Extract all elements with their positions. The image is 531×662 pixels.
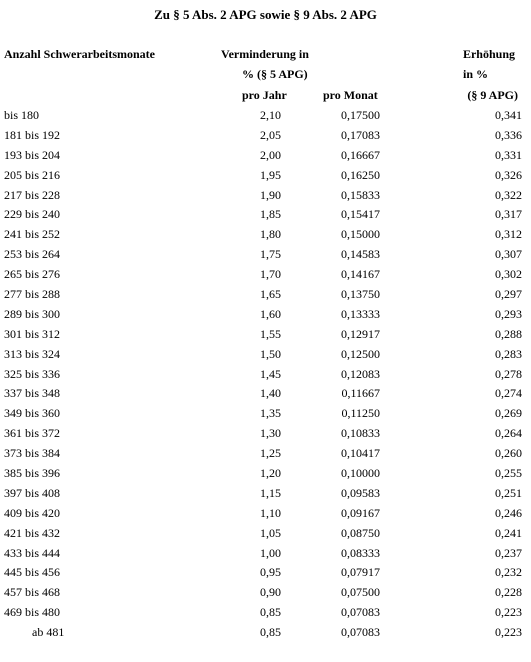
cell-pro-monat: 0,08750 <box>341 525 380 540</box>
table-row <box>0 605 531 625</box>
cell-erhoehung: 0,269 <box>495 406 522 421</box>
cell-pro-jahr: 1,40 <box>260 386 281 401</box>
cell-erhoehung: 0,241 <box>495 525 522 540</box>
cell-pro-monat: 0,12500 <box>341 346 380 361</box>
cell-pro-jahr: 1,90 <box>260 187 281 202</box>
cell-range: 205 bis 216 <box>4 167 61 182</box>
cell-range: 241 bis 252 <box>4 227 61 242</box>
cell-range: 325 bis 336 <box>4 366 61 381</box>
cell-erhoehung: 0,341 <box>495 108 522 122</box>
cell-pro-monat: 0,15417 <box>341 207 380 222</box>
cell-erhoehung: 0,302 <box>495 267 522 282</box>
cell-pro-monat: 0,16667 <box>341 147 380 162</box>
cell-erhoehung: 0,278 <box>495 366 522 381</box>
cell-pro-jahr: 1,10 <box>260 505 281 520</box>
table-row <box>0 526 531 546</box>
cell-erhoehung: 0,336 <box>495 127 522 142</box>
cell-range: 301 bis 312 <box>4 326 61 341</box>
header-verminderung-paragraph: % (§ 5 APG) <box>242 67 308 81</box>
cell-pro-jahr: 0,95 <box>260 565 281 580</box>
cell-range: 385 bis 396 <box>4 466 61 481</box>
cell-pro-jahr: 1,05 <box>260 525 281 540</box>
cell-pro-monat: 0,14583 <box>341 247 380 262</box>
cell-range: 253 bis 264 <box>4 247 61 262</box>
cell-pro-jahr: 2,00 <box>260 147 281 162</box>
cell-pro-monat: 0,12917 <box>341 326 380 341</box>
cell-range: 469 bis 480 <box>4 605 61 620</box>
table-row <box>0 168 531 188</box>
cell-pro-monat: 0,07500 <box>341 585 380 600</box>
cell-pro-jahr: 0,85 <box>260 605 281 620</box>
cell-range: 433 bis 444 <box>4 545 61 560</box>
table-row <box>0 207 531 227</box>
cell-range: 277 bis 288 <box>4 287 61 302</box>
cell-range: 193 bis 204 <box>4 147 61 162</box>
cell-erhoehung: 0,264 <box>495 426 522 441</box>
cell-pro-monat: 0,08333 <box>341 545 380 560</box>
header-pro-monat: pro Monat <box>323 88 378 102</box>
table-row <box>0 227 531 247</box>
cell-range: 217 bis 228 <box>4 187 61 202</box>
cell-pro-jahr: 1,75 <box>260 247 281 262</box>
table-row <box>0 466 531 486</box>
cell-range: 289 bis 300 <box>4 306 61 321</box>
cell-pro-monat: 0,07917 <box>341 565 380 580</box>
cell-erhoehung: 0,331 <box>495 147 522 162</box>
cell-pro-monat: 0,17083 <box>341 127 380 142</box>
header-schwerarbeitsmonate: Anzahl Schwerarbeitsmonate <box>4 47 155 61</box>
cell-erhoehung: 0,255 <box>495 466 522 481</box>
cell-pro-jahr: 2,05 <box>260 127 281 142</box>
table-row <box>0 128 531 148</box>
cell-pro-monat: 0,12083 <box>341 366 380 381</box>
cell-range: 373 bis 384 <box>4 446 61 461</box>
cell-pro-monat: 0,10000 <box>341 466 380 481</box>
cell-pro-jahr: 1,55 <box>260 326 281 341</box>
cell-erhoehung: 0,246 <box>495 505 522 520</box>
cell-erhoehung: 0,223 <box>495 605 522 620</box>
table-row <box>0 188 531 208</box>
table-row <box>0 327 531 347</box>
table-row <box>0 247 531 267</box>
cell-erhoehung: 0,283 <box>495 346 522 361</box>
cell-erhoehung: 0,326 <box>495 167 522 182</box>
cell-erhoehung: 0,288 <box>495 326 522 341</box>
cell-pro-monat: 0,17500 <box>341 108 380 122</box>
cell-pro-jahr: 1,60 <box>260 306 281 321</box>
cell-erhoehung: 0,307 <box>495 247 522 262</box>
table-row <box>0 426 531 446</box>
cell-pro-jahr: 1,95 <box>260 167 281 182</box>
table-row <box>0 546 531 566</box>
header-erhoehung: Erhöhung <box>462 47 515 61</box>
cell-erhoehung: 0,232 <box>495 565 522 580</box>
header-verminderung: Verminderung in <box>221 47 309 61</box>
cell-range: 445 bis 456 <box>4 565 61 580</box>
cell-pro-jahr: 2,10 <box>260 108 281 122</box>
cell-pro-jahr: 1,20 <box>260 466 281 481</box>
cell-range: 361 bis 372 <box>4 426 61 441</box>
cell-pro-monat: 0,09583 <box>341 485 380 500</box>
cell-pro-monat: 0,15833 <box>341 187 380 202</box>
cell-erhoehung: 0,297 <box>495 287 522 302</box>
cell-erhoehung: 0,317 <box>495 207 522 222</box>
cell-pro-monat: 0,07083 <box>341 625 380 640</box>
cell-pro-monat: 0,13750 <box>341 287 380 302</box>
cell-pro-jahr: 1,35 <box>260 406 281 421</box>
table-row <box>0 108 531 128</box>
cell-erhoehung: 0,274 <box>495 386 522 401</box>
cell-pro-monat: 0,15000 <box>341 227 380 242</box>
cell-pro-monat: 0,13333 <box>341 306 380 321</box>
document-title: Zu § 5 Abs. 2 APG sowie § 9 Abs. 2 APG <box>154 7 377 22</box>
cell-erhoehung: 0,322 <box>495 187 522 202</box>
table-row <box>0 386 531 406</box>
cell-pro-jahr: 1,70 <box>260 267 281 282</box>
cell-pro-monat: 0,14167 <box>341 267 380 282</box>
cell-erhoehung: 0,228 <box>495 585 522 600</box>
table-row <box>0 625 531 645</box>
table-row <box>0 367 531 387</box>
cell-pro-monat: 0,16250 <box>341 167 380 182</box>
cell-range: 457 bis 468 <box>4 585 61 600</box>
cell-pro-jahr: 0,85 <box>260 625 281 640</box>
cell-range: bis 180 <box>4 108 40 122</box>
cell-pro-monat: 0,11667 <box>341 386 380 401</box>
cell-pro-jahr: 0,90 <box>260 585 281 600</box>
table-row <box>0 565 531 585</box>
table-body <box>0 108 531 645</box>
cell-range: 337 bis 348 <box>4 386 61 401</box>
cell-range: 421 bis 432 <box>4 525 61 540</box>
cell-range: 409 bis 420 <box>4 505 61 520</box>
cell-range: 229 bis 240 <box>4 207 61 222</box>
cell-range: 349 bis 360 <box>4 406 61 421</box>
cell-pro-jahr: 1,45 <box>260 366 281 381</box>
cell-pro-jahr: 1,30 <box>260 426 281 441</box>
cell-pro-monat: 0,11250 <box>341 406 380 421</box>
cell-erhoehung: 0,260 <box>495 446 522 461</box>
table-row <box>0 287 531 307</box>
cell-range: ab 481 <box>32 625 65 640</box>
cell-range: 181 bis 192 <box>4 127 61 142</box>
cell-pro-monat: 0,09167 <box>341 505 380 520</box>
cell-pro-jahr: 1,15 <box>260 485 281 500</box>
table-row <box>0 486 531 506</box>
header-erhoehung-unit: in % <box>462 67 488 81</box>
cell-erhoehung: 0,251 <box>495 485 522 500</box>
cell-pro-monat: 0,07083 <box>341 605 380 620</box>
cell-pro-jahr: 1,25 <box>260 446 281 461</box>
header-pro-jahr: pro Jahr <box>242 88 287 102</box>
cell-range: 397 bis 408 <box>4 485 61 500</box>
header-erhoehung-paragraph: (§ 9 APG) <box>467 88 518 102</box>
cell-pro-jahr: 1,65 <box>260 287 281 302</box>
cell-pro-jahr: 1,85 <box>260 207 281 222</box>
table-row <box>0 506 531 526</box>
cell-range: 265 bis 276 <box>4 267 61 282</box>
table-row <box>0 148 531 168</box>
table-row <box>0 267 531 287</box>
cell-erhoehung: 0,223 <box>495 625 522 640</box>
table-row <box>0 446 531 466</box>
cell-pro-jahr: 1,00 <box>260 545 281 560</box>
table-row <box>0 307 531 327</box>
cell-pro-jahr: 1,50 <box>260 346 281 361</box>
cell-erhoehung: 0,293 <box>495 306 522 321</box>
table-row <box>0 347 531 367</box>
cell-pro-monat: 0,10833 <box>341 426 380 441</box>
table-row <box>0 406 531 426</box>
cell-erhoehung: 0,312 <box>495 227 522 242</box>
cell-range: 313 bis 324 <box>4 346 61 361</box>
cell-pro-jahr: 1,80 <box>260 227 281 242</box>
cell-pro-monat: 0,10417 <box>341 446 380 461</box>
cell-erhoehung: 0,237 <box>495 545 522 560</box>
table-row <box>0 585 531 605</box>
